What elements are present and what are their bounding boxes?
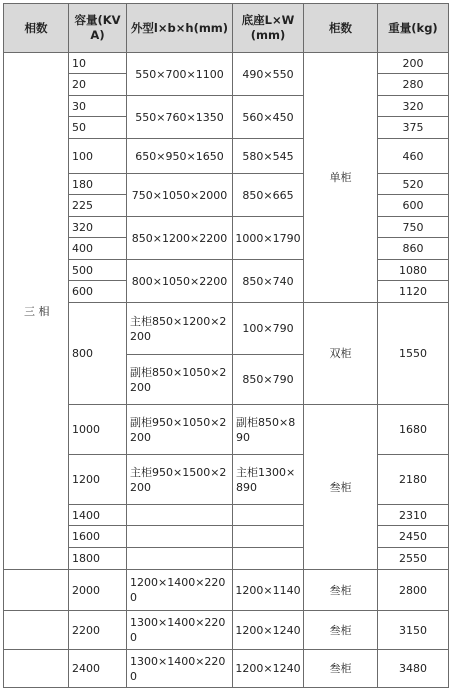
capacity-cell: 180 — [69, 174, 127, 195]
weight-cell: 1120 — [378, 281, 449, 303]
base-cell — [233, 526, 304, 548]
header-row — [4, 4, 449, 53]
capacity-cell: 1800 — [69, 548, 127, 570]
dimensions-cell: 1300×1400×2200 — [127, 650, 233, 688]
dimensions-cell: 副柜950×1050×2200 — [127, 405, 233, 455]
table-row — [4, 174, 449, 195]
base-cell: 100×790 — [233, 303, 304, 355]
weight-cell: 1080 — [378, 260, 449, 281]
weight-cell: 600 — [378, 195, 449, 217]
capacity-cell: 600 — [69, 281, 127, 303]
weight-cell: 750 — [378, 217, 449, 238]
capacity-cell: 10 — [69, 53, 127, 74]
capacity-cell: 2200 — [69, 611, 127, 650]
capacity-cell: 1000 — [69, 405, 127, 455]
table-row — [4, 570, 449, 611]
cabinet-cell: 双柜 — [304, 303, 378, 405]
header-phase: 相数 — [4, 4, 69, 53]
dimensions-cell: 850×1200×2200 — [127, 217, 233, 260]
dimensions-cell: 750×1050×2000 — [127, 174, 233, 217]
capacity-empty-cell — [4, 570, 69, 611]
header-base: 底座L×W(mm) — [233, 4, 304, 53]
cabinet-cell: 叁柜 — [304, 405, 378, 570]
capacity-cell: 20 — [69, 74, 127, 96]
weight-cell: 2450 — [378, 526, 449, 548]
capacity-cell: 225 — [69, 195, 127, 217]
weight-cell: 2310 — [378, 505, 449, 526]
base-cell: 副柜850×890 — [233, 405, 304, 455]
weight-cell: 520 — [378, 174, 449, 195]
capacity-cell: 100 — [69, 139, 127, 174]
dimensions-cell: 1300×1400×2200 — [127, 611, 233, 650]
capacity-cell: 320 — [69, 217, 127, 238]
weight-cell: 1550 — [378, 303, 449, 405]
dimensions-cell: 副柜850×1050×2200 — [127, 355, 233, 405]
phase-cell: 三 相 — [4, 53, 69, 570]
header-capacity: 容量(KVA) — [69, 4, 127, 53]
base-cell: 580×545 — [233, 139, 304, 174]
table-row — [4, 217, 449, 238]
table-row — [4, 548, 449, 570]
cabinet-cell: 叁柜 — [304, 570, 378, 611]
capacity-cell: 1400 — [69, 505, 127, 526]
base-cell: 850×790 — [233, 355, 304, 405]
capacity-cell: 800 — [69, 303, 127, 405]
base-cell: 850×665 — [233, 174, 304, 217]
base-cell: 850×740 — [233, 260, 304, 303]
weight-cell: 860 — [378, 238, 449, 260]
table-row — [4, 455, 449, 505]
base-cell — [233, 548, 304, 570]
capacity-empty-cell — [4, 611, 69, 650]
dimensions-cell: 1200×1400×2200 — [127, 570, 233, 611]
base-cell: 主柜1300×890 — [233, 455, 304, 505]
weight-cell: 280 — [378, 74, 449, 96]
weight-cell: 3150 — [378, 611, 449, 650]
dimensions-cell — [127, 526, 233, 548]
header-dimensions: 外型l×b×h(mm) — [127, 4, 233, 53]
base-cell — [233, 505, 304, 526]
table-row — [4, 96, 449, 117]
table-row — [4, 611, 449, 650]
capacity-cell: 1200 — [69, 455, 127, 505]
base-cell: 560×450 — [233, 96, 304, 139]
base-cell: 1000×1790 — [233, 217, 304, 260]
weight-cell: 375 — [378, 117, 449, 139]
capacity-cell: 50 — [69, 117, 127, 139]
dimensions-cell: 650×950×1650 — [127, 139, 233, 174]
base-cell: 1200×1240 — [233, 650, 304, 688]
table-row — [4, 53, 449, 74]
weight-cell: 460 — [378, 139, 449, 174]
table-row — [4, 139, 449, 174]
base-cell: 1200×1240 — [233, 611, 304, 650]
dimensions-cell — [127, 505, 233, 526]
capacity-cell: 2400 — [69, 650, 127, 688]
weight-cell: 320 — [378, 96, 449, 117]
dimensions-cell: 主柜850×1200×2200 — [127, 303, 233, 355]
dimensions-cell: 550×700×1100 — [127, 53, 233, 96]
capacity-cell: 400 — [69, 238, 127, 260]
weight-cell: 3480 — [378, 650, 449, 688]
transformer-spec-table — [3, 3, 449, 688]
header-cabinet-count: 柜数 — [304, 4, 378, 53]
header-weight: 重量(kg) — [378, 4, 449, 53]
weight-cell: 2550 — [378, 548, 449, 570]
cabinet-cell: 叁柜 — [304, 650, 378, 688]
cabinet-cell: 单柜 — [304, 53, 378, 303]
table-row — [4, 526, 449, 548]
weight-cell: 2180 — [378, 455, 449, 505]
weight-cell: 200 — [378, 53, 449, 74]
base-cell: 1200×1140 — [233, 570, 304, 611]
table-row — [4, 505, 449, 526]
cabinet-cell: 叁柜 — [304, 611, 378, 650]
weight-cell: 1680 — [378, 405, 449, 455]
dimensions-cell: 800×1050×2200 — [127, 260, 233, 303]
base-cell: 490×550 — [233, 53, 304, 96]
capacity-cell: 2000 — [69, 570, 127, 611]
dimensions-cell — [127, 548, 233, 570]
capacity-empty-cell — [4, 650, 69, 688]
capacity-cell: 30 — [69, 96, 127, 117]
dimensions-cell: 550×760×1350 — [127, 96, 233, 139]
weight-cell: 2800 — [378, 570, 449, 611]
table-row — [4, 303, 449, 355]
dimensions-cell: 主柜950×1500×2200 — [127, 455, 233, 505]
table-row — [4, 405, 449, 455]
table-row — [4, 650, 449, 688]
table-row — [4, 260, 449, 281]
capacity-cell: 1600 — [69, 526, 127, 548]
capacity-cell: 500 — [69, 260, 127, 281]
